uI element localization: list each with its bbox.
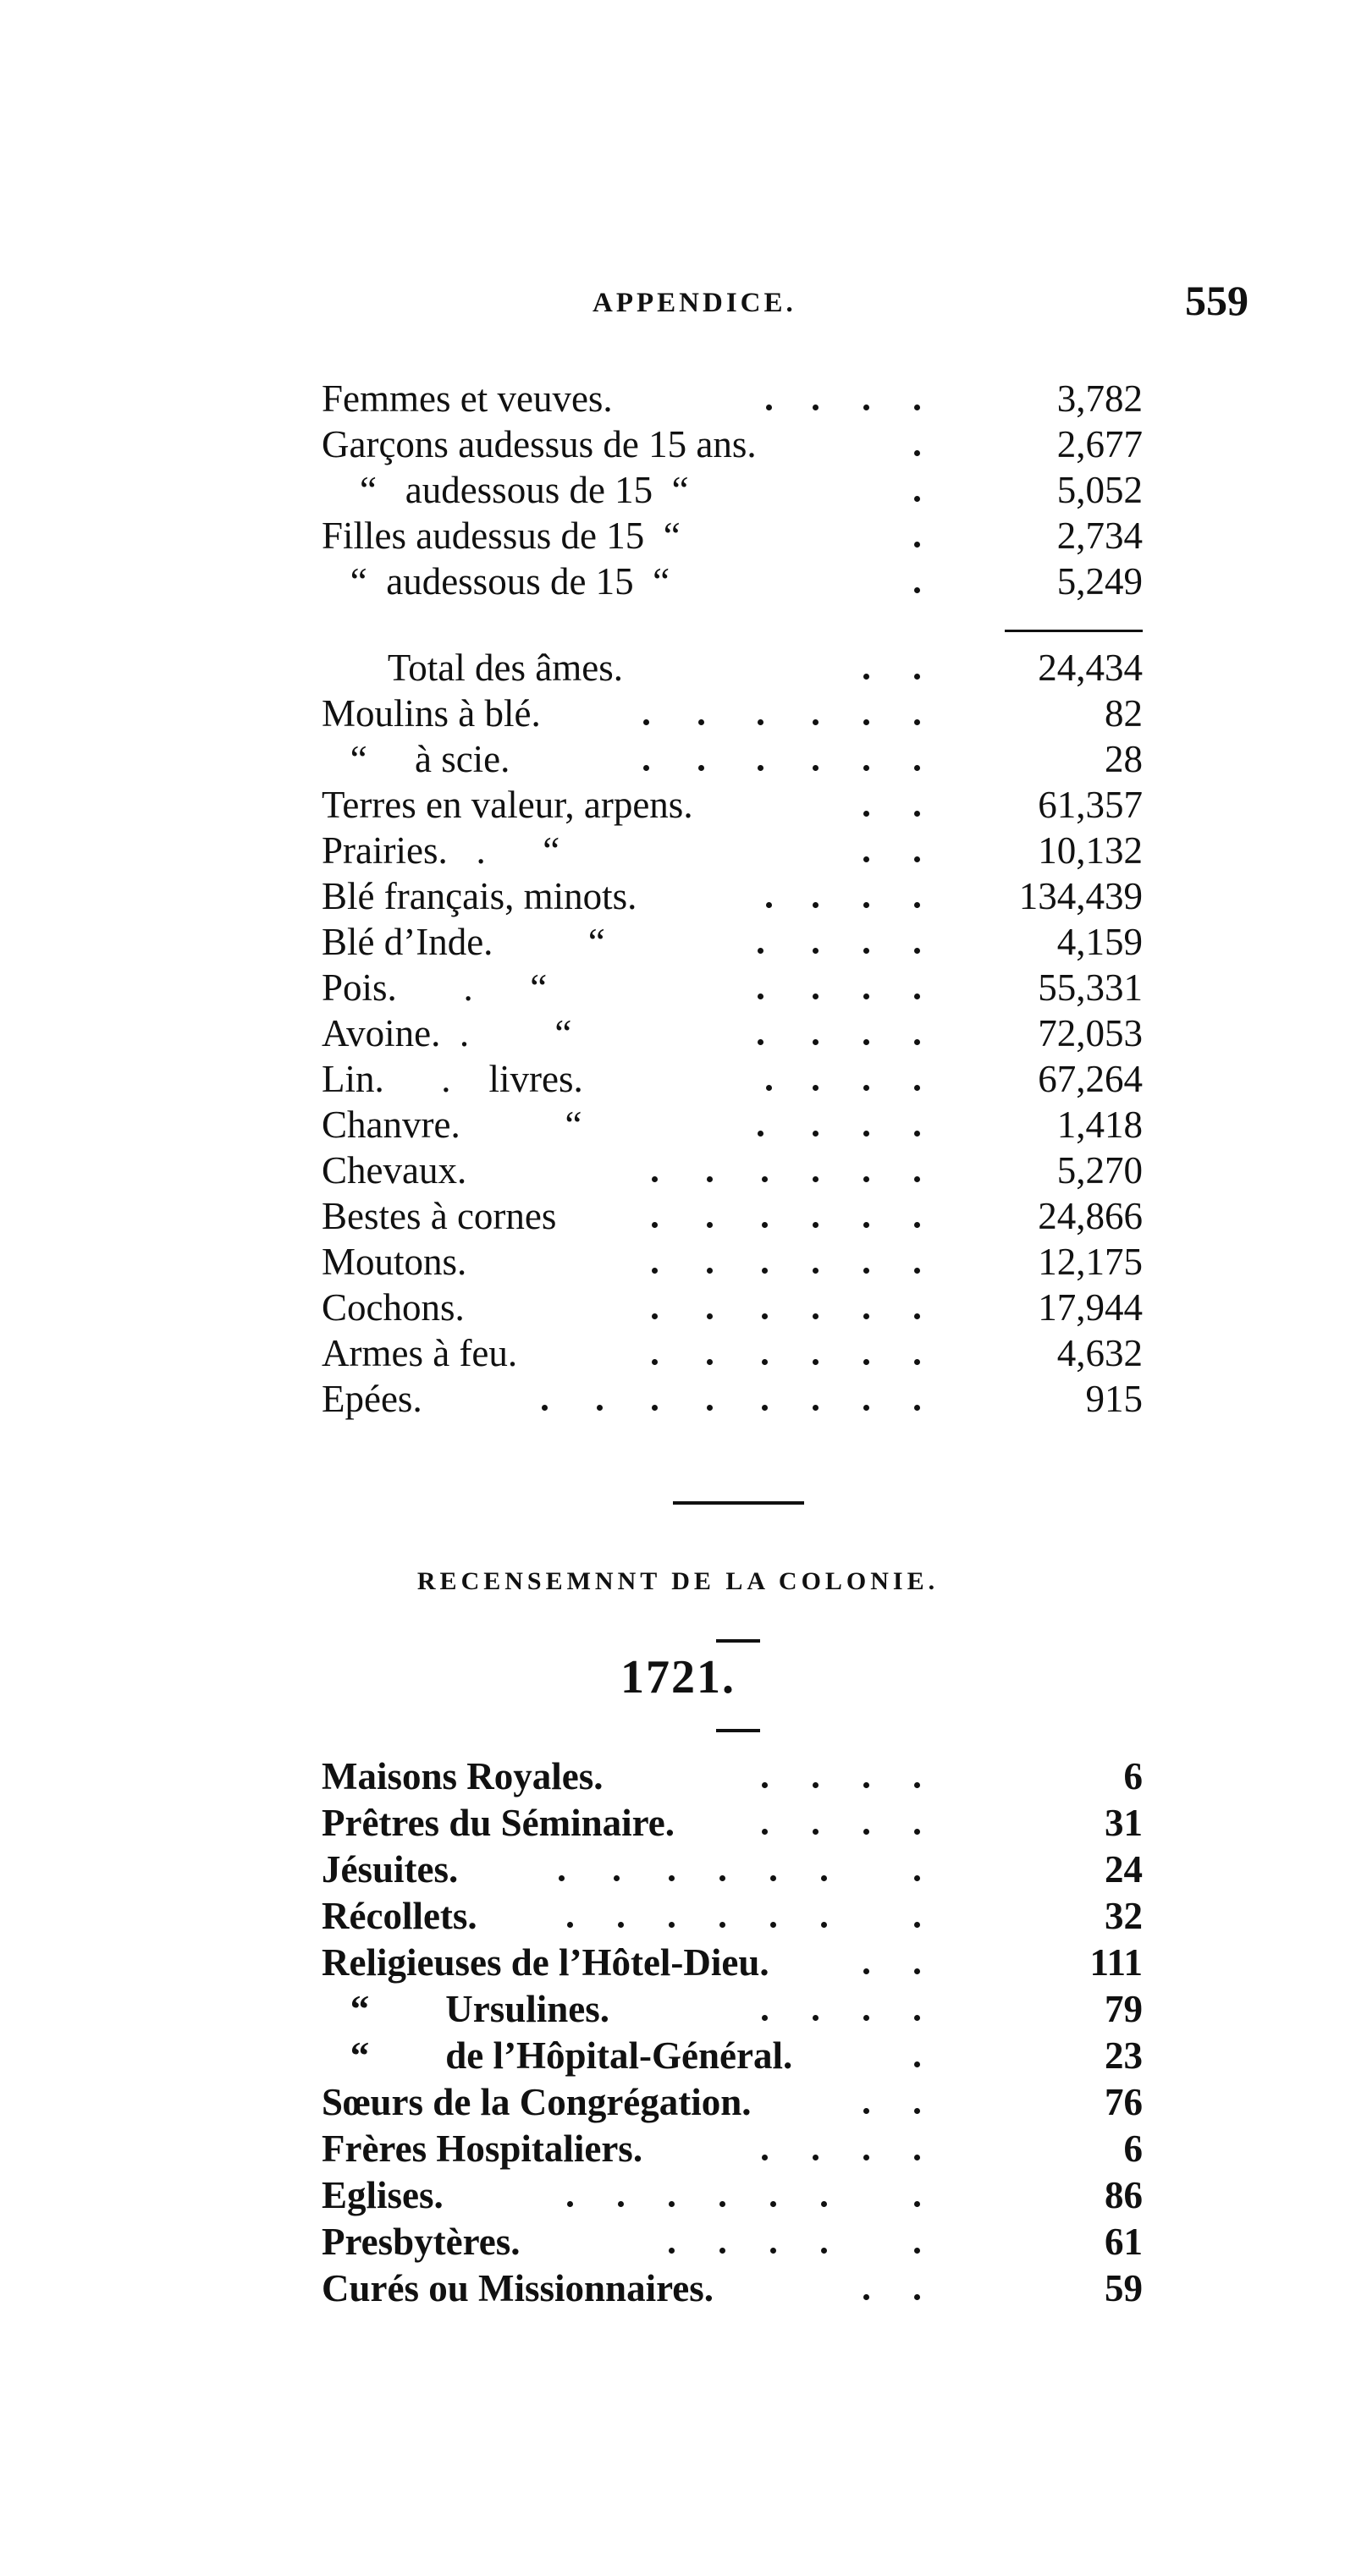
row-label: Femmes et veuves.: [322, 377, 613, 420]
row-label: “ Ursulines.: [322, 1988, 610, 2030]
table-row: [322, 2172, 1143, 2218]
table-row: [322, 1986, 1143, 2032]
table-row: [322, 1102, 1143, 1148]
table-row: [322, 691, 1143, 736]
table-row: [322, 1148, 1143, 1193]
row-value: 1,418: [1056, 1104, 1143, 1146]
row-value: 2,734: [1056, 515, 1143, 557]
row-label: Moulins à blé.: [322, 692, 541, 735]
row-value: 28: [1105, 738, 1143, 780]
row-value: 24,866: [1038, 1195, 1143, 1237]
row-label: Chanvre. “: [322, 1104, 582, 1146]
row-label: Total des âmes.: [322, 647, 623, 689]
row-label: Maisons Royales.: [322, 1755, 604, 1797]
page-header: [0, 276, 1356, 327]
row-label: Blé français, minots.: [322, 875, 637, 917]
census-year: 1721.: [620, 1651, 736, 1704]
row-label: Prêtres du Séminaire.: [322, 1802, 675, 1844]
table-row: [322, 2033, 1143, 2078]
row-value: 61: [1105, 2221, 1143, 2263]
row-value: 31: [1105, 1802, 1143, 1844]
table-row: [322, 1056, 1143, 1102]
row-value: 3,782: [1056, 377, 1143, 420]
table-row: [322, 736, 1143, 782]
row-value: 5,270: [1056, 1149, 1143, 1192]
row-value: 12,175: [1038, 1241, 1143, 1283]
row-value: 23: [1105, 2034, 1143, 2077]
row-value: 79: [1105, 1988, 1143, 2030]
table-row: [322, 2219, 1143, 2265]
row-value: 17,944: [1038, 1286, 1143, 1329]
census-title: RECENSEMNNT DE LA COLONIE.: [416, 1567, 940, 1595]
row-value: 2,677: [1056, 423, 1143, 465]
row-label: Presbytères.: [322, 2221, 521, 2263]
table-row: [322, 1010, 1143, 1056]
row-label: Cochons.: [322, 1286, 465, 1329]
row-label: “ audessous de 15 “: [322, 560, 670, 603]
row-value: 5,249: [1056, 560, 1143, 603]
row-value: 6: [1123, 1755, 1143, 1797]
row-value: 59: [1105, 2267, 1143, 2309]
row-label: Récollets.: [322, 1895, 477, 1937]
table-row: [322, 2079, 1143, 2125]
row-value: 72,053: [1038, 1012, 1143, 1054]
row-label: Eglises.: [322, 2174, 444, 2216]
table-row: [322, 2126, 1143, 2171]
table-row: [322, 828, 1143, 873]
page-number: 559: [1185, 277, 1249, 324]
table-row: [322, 2265, 1143, 2311]
row-label: Bestes à cornes: [322, 1195, 557, 1237]
row-value: 6: [1123, 2127, 1143, 2170]
table-row: [322, 919, 1143, 965]
table-row: [322, 1239, 1143, 1285]
year-rule-top: [716, 1639, 760, 1643]
table-row: [322, 1376, 1143, 1422]
row-label: “ audessous de 15 “: [322, 469, 689, 511]
row-label: Frères Hospitaliers.: [322, 2127, 643, 2170]
row-value: 111: [1089, 1941, 1143, 1984]
row-label: Avoine. . “: [322, 1012, 572, 1054]
total-row: [322, 645, 1143, 691]
row-label: Epées.: [322, 1378, 422, 1420]
row-label: Curés ou Missionnaires.: [322, 2267, 714, 2309]
row-label: Religieuses de l’Hôtel-Dieu.: [322, 1941, 769, 1984]
row-label: Moutons.: [322, 1241, 467, 1283]
running-head: APPENDICE.: [593, 288, 797, 318]
row-value: 134,439: [1018, 875, 1143, 917]
row-label: Filles audessus de 15 “: [322, 515, 681, 557]
table-row: [322, 421, 1143, 467]
row-value: 32: [1105, 1895, 1143, 1937]
row-value: 55,331: [1038, 966, 1143, 1009]
table-row: [322, 873, 1143, 919]
row-label: “ de l’Hôpital-Général.: [322, 2034, 793, 2077]
total-rule: [1005, 630, 1143, 632]
table-row: [322, 467, 1143, 513]
row-label: Prairies. . “: [322, 829, 560, 872]
table-row: [322, 965, 1143, 1010]
row-label: “ à scie.: [322, 738, 510, 780]
table-row: [322, 376, 1143, 421]
row-label: Sœurs de la Congrégation.: [322, 2081, 752, 2123]
row-value: 4,632: [1056, 1332, 1143, 1374]
table-row: [322, 1847, 1143, 1892]
row-value: 4,159: [1056, 921, 1143, 963]
table-row: [322, 1753, 1143, 1799]
row-value: 24,434: [1038, 647, 1143, 689]
section-divider: [673, 1501, 804, 1505]
row-value: 24: [1105, 1848, 1143, 1891]
table-row: [322, 559, 1143, 604]
row-label: Garçons audessus de 15 ans.: [322, 423, 757, 465]
table-row: [322, 1285, 1143, 1330]
row-value: 86: [1105, 2174, 1143, 2216]
table-row: [322, 1330, 1143, 1376]
table-row: [322, 782, 1143, 828]
row-label: Armes à feu.: [322, 1332, 518, 1374]
row-label: Lin. . livres.: [322, 1058, 583, 1100]
row-label: Jésuites.: [322, 1848, 459, 1891]
row-label: Chevaux.: [322, 1149, 467, 1192]
row-value: 76: [1105, 2081, 1143, 2123]
table-row: [322, 1940, 1143, 1985]
table-row: [322, 1193, 1143, 1239]
row-value: 67,264: [1038, 1058, 1143, 1100]
row-label: Blé d’Inde. “: [322, 921, 605, 963]
row-value: 915: [1085, 1378, 1143, 1420]
row-value: 5,052: [1056, 469, 1143, 511]
row-label: Pois. . “: [322, 966, 548, 1009]
table-row: [322, 513, 1143, 559]
year-rule-bottom: [716, 1729, 760, 1732]
row-value: 10,132: [1038, 829, 1143, 872]
row-value: 61,357: [1038, 784, 1143, 826]
row-label: Terres en valeur, arpens.: [322, 784, 693, 826]
table-row: [322, 1893, 1143, 1939]
row-value: 82: [1105, 692, 1143, 735]
table-row: [322, 1800, 1143, 1846]
